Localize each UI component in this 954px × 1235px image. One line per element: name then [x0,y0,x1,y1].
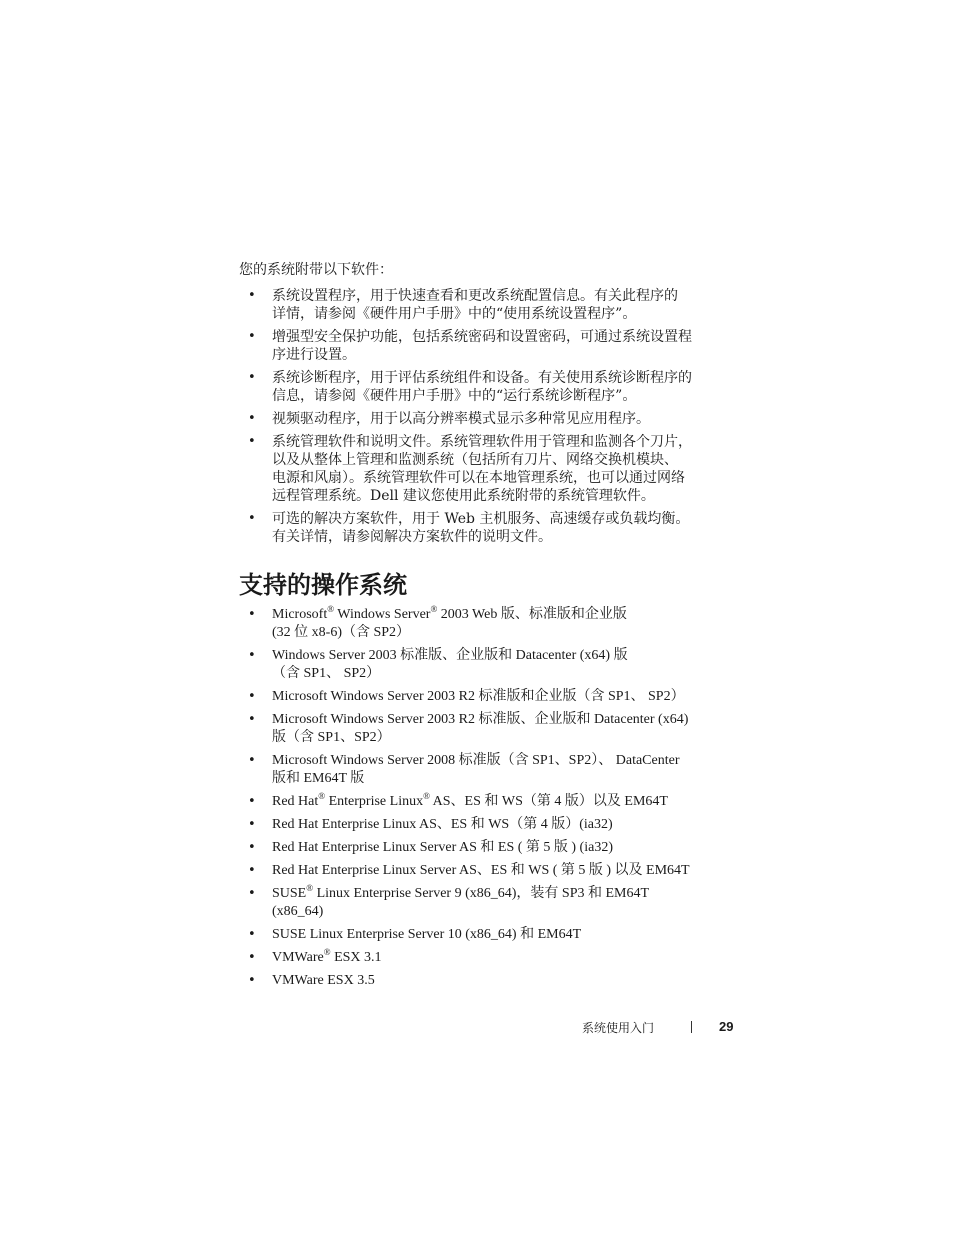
bullet: • [248,927,256,942]
bullet: • [248,511,256,526]
list-item: • Windows Server 2003 标准版、企业版和 Datacenter (x64) 版 （含 SP1、 SP2） [248,648,628,681]
list-item: • Red Hat® Enterprise Linux® AS、ES 和 WS（第 4 版）以及 EM64T [248,791,668,809]
list-item: • 系统管理软件和说明文件。系统管理软件用于管理和监测各个刀片， 以及从整体上管理和监测系统（包括所有刀片、网络交换机模块、 电源和风扇）。系统管理软件可以在本地管理系统，也可以通过网络 远程管理系统。Dell 建议您使用此系统附带的系统管理软件。 [248,434,692,504]
bullet: • [248,370,256,385]
bullet: • [248,863,256,878]
list-item: • 可选的解决方案软件，用于 Web 主机服务、高速缓存或负载均衡。 有关详情，请参阅解决方案软件的说明文件。 [248,511,690,545]
list-item: • Microsoft Windows Server 2003 R2 标准版、企业版和 Datacenter (x64) 版（含 SP1、SP2） [248,712,689,745]
software-list [239,287,739,551]
list-item: • SUSE® Linux Enterprise Server 9 (x86_64)，装有 SP3 和 EM64T (x86_64) [248,883,650,919]
list-item: • 视频驱动程序，用于以高分辨率模式显示多种常见应用程序。 [248,411,650,427]
bullet: • [248,689,256,704]
footer-separator [691,1021,692,1033]
list-item: • Microsoft Windows Server 2003 R2 标准版和企业版（含 SP1、 SP2） [248,689,685,704]
bullet: • [248,753,256,768]
list-item: • VMWare ESX 3.5 [248,973,375,988]
intro-text: 您的系统附带以下软件： [239,262,393,278]
os-list [239,606,739,995]
list-item: • 增强型安全保护功能，包括系统密码和设置密码，可通过系统设置程 序进行设置。 [248,329,692,363]
bullet: • [248,886,256,901]
bullet: • [248,434,256,449]
list-item: • Red Hat Enterprise Linux Server AS 和 ES ( 第 5 版 ) (ia32) [248,840,613,855]
bullet: • [248,329,256,344]
list-item: • Microsoft® Windows Server® 2003 Web 版、标准版和企业版 (32 位 x8-6)（含 SP2） [248,604,627,640]
bullet: • [248,288,256,303]
bullet: • [248,840,256,855]
bullet: • [248,607,256,622]
list-item: • Microsoft Windows Server 2008 标准版（含 SP1、SP2）、 DataCenter 版和 EM64T 版 [248,753,680,786]
bullet: • [248,648,256,663]
bullet: • [248,411,256,426]
list-item: • Red Hat Enterprise Linux Server AS、ES 和 WS ( 第 5 版 ) 以及 EM64T [248,863,690,878]
footer-title: 系统使用入门 [582,1021,655,1035]
bullet: • [248,950,256,965]
list-item: • Red Hat Enterprise Linux AS、ES 和 WS（第 4 版）(ia32) [248,817,613,832]
bullet: • [248,973,256,988]
bullet: • [248,817,256,832]
section-heading: 支持的操作系统 [239,571,407,599]
page-number: 29 [719,1019,734,1034]
list-item: • VMWare® ESX 3.1 [248,947,382,965]
bullet: • [248,712,256,727]
list-item: • 系统设置程序，用于快速查看和更改系统配置信息。有关此程序的 详情，请参阅《硬件用户手册》中的“使用系统设置程序”。 [248,288,678,322]
list-item: • SUSE Linux Enterprise Server 10 (x86_64) 和 EM64T [248,927,582,942]
list-item: • 系统诊断程序，用于评估系统组件和设备。有关使用系统诊断程序的 信息，请参阅《硬件用户手册》中的“运行系统诊断程序”。 [248,370,692,404]
bullet: • [248,794,256,809]
